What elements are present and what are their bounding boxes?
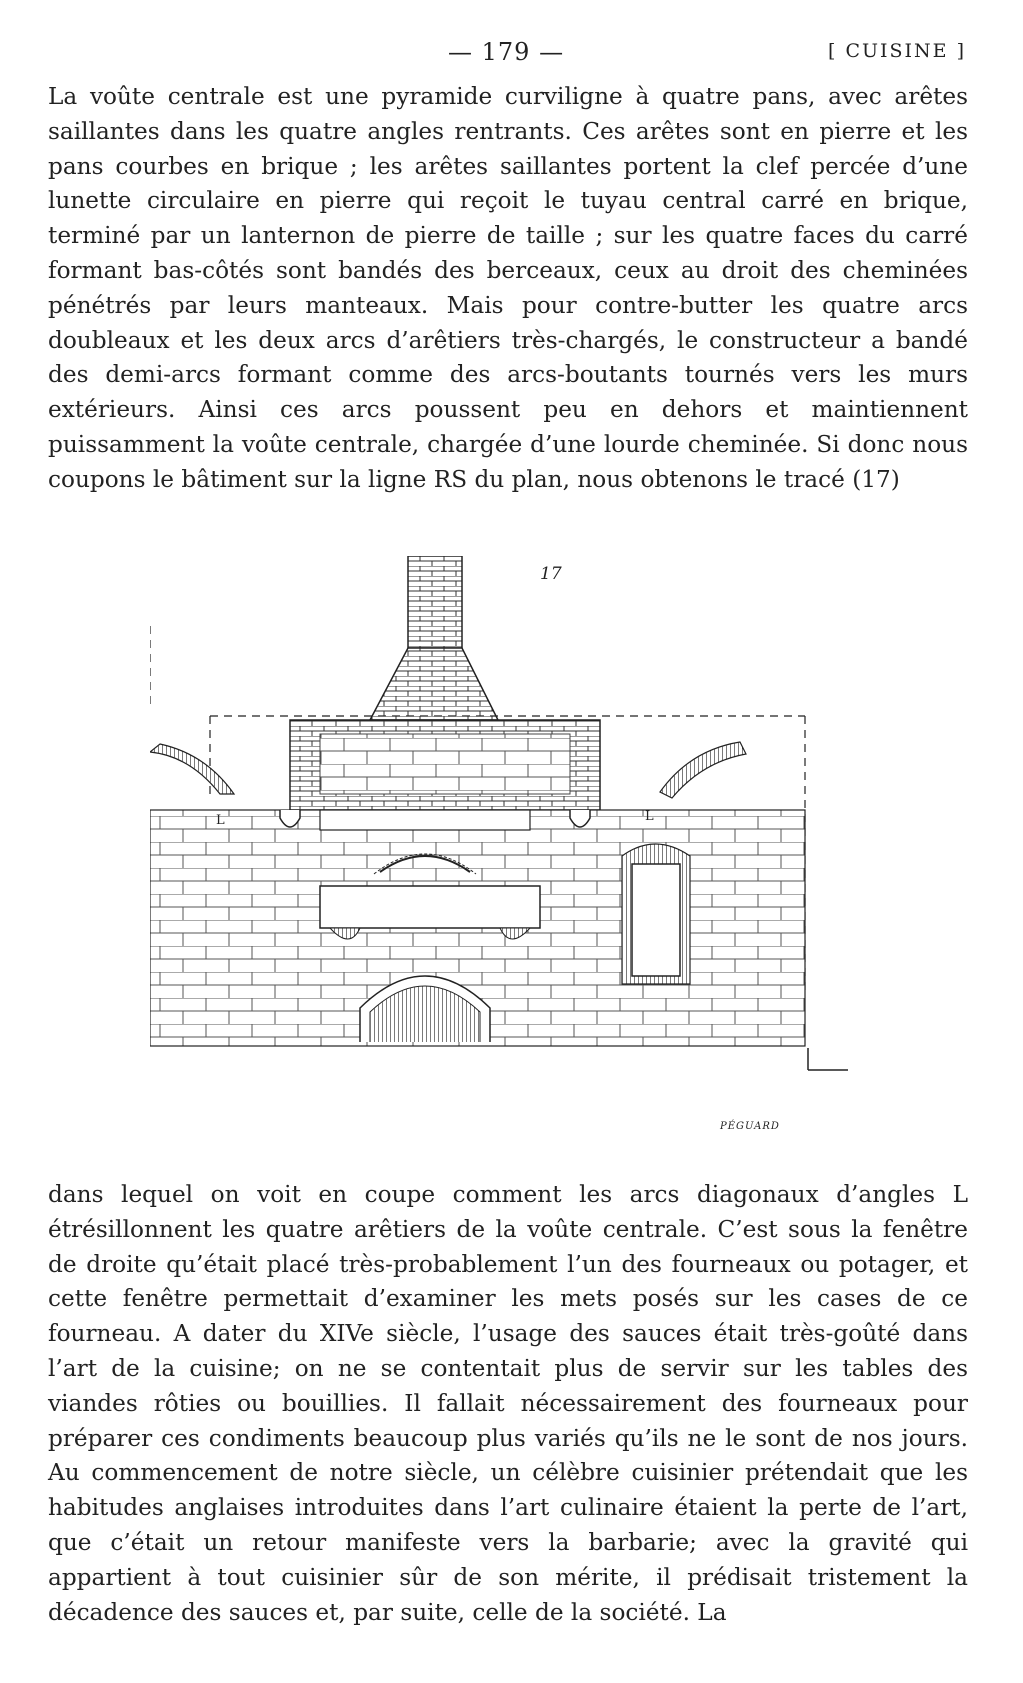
central-vault xyxy=(290,720,600,810)
scale-mark xyxy=(808,1048,848,1070)
figure-number: 17 xyxy=(540,564,562,584)
kitchen-section-figure xyxy=(150,556,910,1138)
running-head: [ CUISINE ] xyxy=(828,40,966,62)
right-window xyxy=(622,844,690,984)
body-paragraph-2: dans lequel on voit en coupe comment les arcs diagonaux d’angles L étrésillonnent les quatre arêtiers de la voûte centrale. C’est sous la fenêtre de droite qu’était placé très-probablement l’un des fourneaux ou potager, et cette fenêtre permettait d’examiner les mets posés sur les cases de ce fourneau. A dater du XIVe siècle, l’usage des sauces était très-goûté dans l’art de la cuisine; on ne se contentait plus de servir sur les tables des viandes rôties ou bouillies. Il fallait nécessairement des fourneaux pour préparer ces condiments beaucoup plus variés qu’ils ne le sont de nos jours. Au commencement de notre siècle, un célèbre cuisinier prétendait que les habitudes anglaises introduites dans l’art culinaire étaient la perte de l’art, que c’était un retour manifeste vers la barbarie; avec la gravité qui appartient à tout cuisinier sûr de son mérite, il prédisait tristement la décadence des sauces et, par suite, celle de la société. La xyxy=(48,1181,968,1626)
chimney xyxy=(370,556,498,720)
body-paragraph-1: La voûte centrale est une pyramide curviligne à quatre pans, avec arêtes saillantes dans les quatre angles rentrants. Ces arêtes sont en pierre et les pans courbes en brique ; les arêtes saillantes portent la clef percée d’une lunette circulaire en pierre qui reçoit le tuyau central carré en brique, terminé par un lanternon de pierre de taille ; sur les quatre faces du carré formant bas-côtés sont bandés des berceaux, ceux au droit des cheminées pénétrés par leurs manteaux. Mais pour contre-butter les quatre arcs doubleaux et les deux arcs d’arêtiers très-chargés, le constructeur a bandé des demi-arcs formant comme des arcs-boutants tournés vers les murs extérieurs. Ainsi ces arcs poussent peu en dehors et maintiennent puissamment la voûte centrale, chargée d’une lourde cheminée. Si donc nous coupons le bâtiment sur la ligne RS du plan, nous obtenons le tracé (17) xyxy=(48,83,968,493)
page-header xyxy=(0,38,1023,68)
label-l-left: L xyxy=(216,813,225,828)
page-number: — 179 — xyxy=(448,38,565,66)
figure-credit: PÉGUARD xyxy=(720,1121,780,1132)
label-l-right: L xyxy=(645,809,654,824)
